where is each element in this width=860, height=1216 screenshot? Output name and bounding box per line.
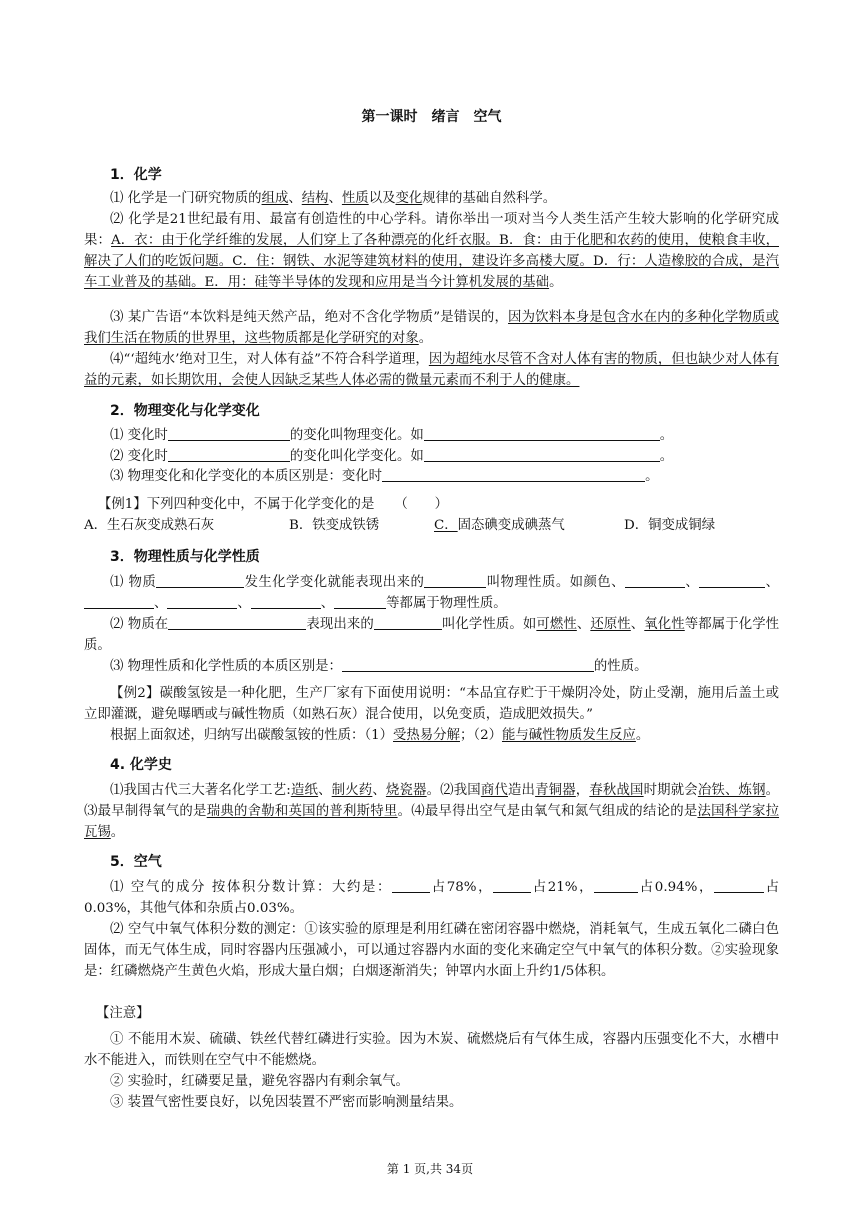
note-2: ② 实验时，红磷要足量，避免容器内有剩余氧气。 [110,1074,409,1089]
example-1-question [98,494,779,515]
text: 。 [635,728,650,743]
answer: 变化 [395,191,423,206]
text: ⑶ 物理性质和化学性质的本质区别是： [110,659,342,674]
text: 。 [549,275,563,290]
answer: 商代 [480,783,508,798]
paragraph-1-1 [84,188,779,209]
text: 占0.94%， [638,880,714,895]
example-label: 【例1】 [98,497,147,512]
text: ⑴我国古代三大著名化学工艺: [110,783,291,798]
note-label: 【注意】 [96,1006,150,1021]
text: ⑵ 化学是21世纪最有用、最富有创造性的中心学科。请你举出一项对当今人类生活产生较大影响的化学研究成果： [84,212,779,248]
text: 、 [576,617,591,632]
fill-blank[interactable] [424,574,486,588]
text: 等都属于物理性质。 [386,596,507,611]
text: 规律的基础自然科学。 [422,191,557,206]
answer: 法国科学家拉瓦锡 [84,804,780,840]
answer: 组成 [261,191,289,206]
example-2-answer [84,725,779,746]
fill-blank[interactable] [424,448,660,462]
answer: 青铜器 [535,783,576,798]
text: 占21%， [531,880,595,895]
section-heading-air: 5．空气 [110,854,162,870]
answer: 春秋战国 [589,783,644,798]
text: 等都属于化学性质。 [84,617,780,653]
answer: 烧瓷器 [385,783,427,798]
text: 。⑵我国 [426,783,481,798]
text: 下列四种变化中，不属于化学变化的是 （ ） [146,497,448,512]
fill-blank[interactable] [625,574,685,588]
text: ⑴ 化学是一门研究物质的 [110,191,262,206]
fill-blank[interactable] [382,468,645,482]
answer: 氧化性 [644,617,685,632]
fill-blank[interactable] [156,574,244,588]
text: 碳酸氢铵是一种化肥，生产厂家有下面使用说明：“本品宜存贮于干燥阴冷处，防止受潮，施用后盖土或立即灌溉，避免曝晒或与碱性物质（如熟石灰）混合使用，以免变质，造成肥效损失。” [84,686,780,722]
paragraph-1-4 [84,349,779,391]
text: 、 [765,575,780,590]
answer: A．衣：由于化学纤维的发展，人们穿上了各种漂亮的化纤衣服。B．食：由于化肥和农药的使用，使粮食丰收，解决了人们的吃饭问题。C．住：钢铁、水泥等建筑材料的使用，建设许多高楼大厦。D．行：人造橡胶的合成，是汽车工业普及的基础。E．用：硅等半导体的发现和应用是当今计算机发展的基础 [84,233,779,290]
answer: 可燃性 [536,617,577,632]
text: 、 [154,596,168,611]
fill-blank[interactable] [168,448,290,462]
answer: 能与碱性物质发生反应 [501,728,636,743]
text: 、 [630,617,645,632]
text: ⑶ 物理变化和化学变化的本质区别是：变化时 [110,469,383,484]
text: ⑷“‘超纯水’绝对卫生，对人体有益”不符合科学道理， [110,352,429,367]
note-3: ③ 装置气密性要良好，以免因装置不严密而影响测量结果。 [110,1095,463,1110]
text: ⑶ 某广告语“本饮料是纯天然产品，绝对不含化学物质”是错误的， [110,310,509,325]
blank-line-2-2 [84,446,779,467]
text: ⑴ 变化时 [110,428,168,443]
text: 、 [237,596,251,611]
text: 。 [418,331,433,346]
fill-blank[interactable] [392,879,430,893]
blank-line-3-1 [84,572,779,614]
text: 叫物理性质。如颜色、 [486,575,625,590]
fill-blank[interactable] [84,595,154,609]
text: 占78%， [430,880,494,895]
answer: 性质 [341,191,369,206]
air-composition [84,877,779,919]
text: 叫化学性质。如 [441,617,537,632]
answer: 还原性 [590,617,631,632]
text: 表现出来的 [306,617,374,632]
history-paragraph [84,780,779,843]
blank-line-3-3 [84,656,779,677]
paragraph-1-2 [84,209,779,293]
text: 占0.03%，其他气体和杂质占0.03%。 [84,880,780,916]
fill-blank[interactable] [251,595,321,609]
fill-blank[interactable] [424,427,660,441]
text: 发生化学变化就能表现出来的 [244,575,425,590]
text: 的性质。 [593,659,648,674]
text: 时期就会 [643,783,698,798]
text: 的变化叫化学变化。如 [289,449,424,464]
fill-blank[interactable] [374,616,442,630]
oxygen-measurement: ⑵ 空气中氧气体积分数的测定：①该实验的原理是利用红磷在密闭容器中燃烧，消耗氧气，生成五氧化二磷白色固体，而无气体生成，同时容器内压强减小，可以通过容器内水面的变化来确定空气中氧气的体积分数。②实验现象是：红磷燃烧产生黄色火焰，形成大量白烟；白烟逐渐消失；钟罩内水面上升约1/5体积。 [84,922,779,979]
text: 固态碘变成碘蒸气 [457,518,565,533]
section-heading-properties: 3．物理性质与化学性质 [110,549,260,565]
text: ⑴ 物质 [110,575,157,590]
option-b: B．铁变成铁锈 [289,518,380,533]
text: ；（2） [459,728,502,743]
text: 。⑶最早制得氧气的是 [84,783,780,819]
paragraph-1-3 [84,307,779,349]
text: ⑵ 变化时 [110,449,168,464]
example-label: 【例2】 [110,686,160,701]
blank-line-2-1 [84,425,779,446]
fill-blank[interactable] [168,616,306,630]
text: 造出 [507,783,536,798]
option-a: A．生石灰变成熟石灰 [84,518,215,533]
page-title: 第一课时 绪言 空气 [361,109,502,125]
text: ， [575,783,590,798]
option-c [434,515,624,536]
answer: 受热易分解 [393,728,460,743]
text: 根据上面叙述，归纳写出碳酸氢铵的性质：（1） [110,728,394,743]
answer: 冶铁、炼钢 [697,783,766,798]
fill-blank[interactable] [714,879,764,893]
answer: 因为饮料本身是包含水在内的多种化学物质或我们生活在物质的世界里，这些物质都是化学研究的对象 [84,310,779,346]
text: 。 [110,825,125,840]
option-d: D．铜变成铜绿 [624,518,716,533]
blank-line-3-2 [84,614,779,656]
fill-blank[interactable] [342,658,594,672]
text: 、 [684,575,700,590]
text: 的变化叫物理变化。如 [289,428,424,443]
text: 、 [288,191,302,206]
section-heading-chemistry: 1．化学 [110,167,162,183]
text: ⑴ 空气的成分 按体积分数计算：大约是： [110,880,393,895]
text: 。 [645,469,659,484]
text: ⑵ 物质在 [110,617,169,632]
fill-blank[interactable] [334,595,386,609]
answer: 结构 [301,191,329,206]
page-footer: 第 1 页,共 34页 [386,1162,474,1176]
example-2-text [84,683,779,725]
fill-blank[interactable] [699,574,765,588]
fill-blank[interactable] [168,427,290,441]
text: 以及 [368,191,396,206]
fill-blank[interactable] [167,595,237,609]
text: 。 [659,449,674,464]
section-heading-history: 4. 化学史 [110,757,172,773]
text: 、 [328,191,342,206]
fill-blank[interactable] [493,879,531,893]
example-1-options [84,515,779,536]
fill-blank[interactable] [594,879,638,893]
section-heading-changes: 2．物理变化与化学变化 [110,403,260,419]
note-1: ① 不能用木炭、硫磺、铁丝代替红磷进行实验。因为木炭、硫燃烧后有气体生成，容器内压强变化不大，水槽中水不能进入，而铁则在空气中不能燃烧。 [84,1032,779,1068]
answer: 因为超纯水尽管不含对人体有害的物质，但也缺少对人体有益的元素，如长期饮用，会使人因缺乏某些人体必需的微量元素而不利于人的健康。 [84,352,780,388]
text: 。 [659,428,674,443]
blank-line-2-3 [84,466,779,487]
text: 、 [318,783,332,798]
text: 。⑷最早得出空气是由氧气和氮气组成的结论的是 [397,804,698,819]
text: 、 [320,596,335,611]
answer: 制火药 [331,783,373,798]
text: 、 [372,783,386,798]
answer: 造纸 [290,783,319,798]
answer: 瑞典的舍勒和英国的普利斯特里 [206,804,398,819]
answer: C． [434,518,458,533]
